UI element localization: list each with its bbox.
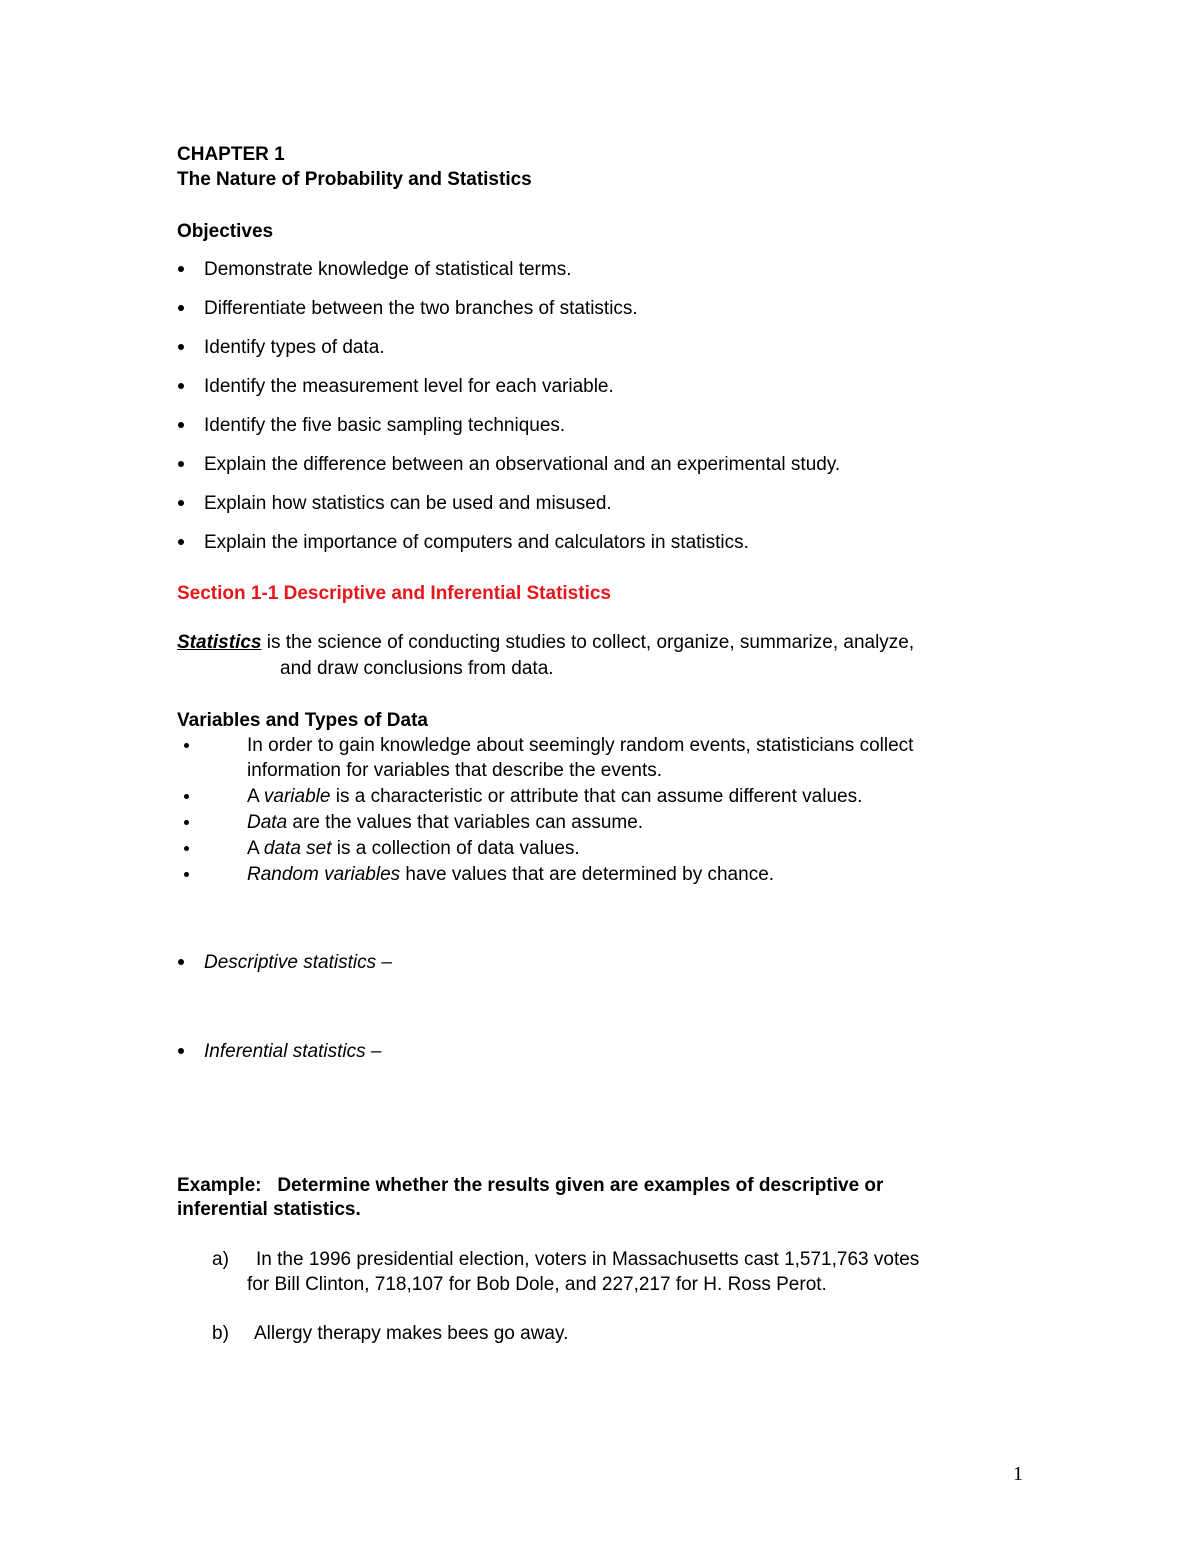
item-text: Allergy therapy makes bees go away. — [254, 1323, 569, 1344]
example-heading: Example: Determine whether the results given are examples of descriptive or — [177, 1175, 884, 1196]
bullet-icon — [178, 500, 184, 506]
text-fragment: are the values that variables can assume. — [287, 812, 644, 833]
term-data-set: data set — [263, 838, 332, 859]
objective-text: Identify the five basic sampling techniques. — [204, 415, 566, 436]
chapter-title: The Nature of Probability and Statistics — [177, 169, 532, 190]
bullet-icon — [178, 539, 184, 545]
item-label: a) — [212, 1249, 229, 1270]
text-fragment: A — [247, 786, 264, 807]
item-text: for Bill Clinton, 718,107 for Bob Dole, and 227,217 for H. Ross Perot. — [247, 1274, 827, 1295]
bullet-icon — [178, 1048, 184, 1054]
descriptive-statistics-label: Descriptive statistics – — [204, 952, 392, 973]
bullet-icon — [178, 266, 184, 272]
variable-text — [247, 785, 862, 809]
objective-text: Identify types of data. — [204, 337, 385, 358]
variable-text: In order to gain knowledge about seemingly random events, statisticians collect — [247, 735, 914, 756]
chapter-label: CHAPTER 1 — [177, 144, 285, 165]
objective-text: Explain the difference between an observational and an experimental study. — [204, 454, 841, 475]
bullet-icon — [178, 344, 184, 350]
objective-text: Identify the measurement level for each variable. — [204, 376, 614, 397]
bullet-icon — [184, 872, 189, 877]
term-variable: variable — [263, 786, 331, 807]
objective-text: Explain the importance of computers and calculators in statistics. — [204, 532, 749, 553]
bullet-icon — [178, 959, 184, 965]
item-text: In the 1996 presidential election, voters in Massachusetts cast 1,571,763 votes — [256, 1249, 920, 1270]
variable-text — [247, 837, 580, 861]
term-data: Data — [247, 812, 288, 833]
definition-text: is the science of conducting studies to collect, organize, summarize, analyze, — [261, 632, 915, 653]
objectives-heading: Objectives — [177, 221, 274, 242]
text-fragment: is a characteristic or attribute that can assume different values. — [330, 786, 863, 807]
variable-text: information for variables that describe the events. — [247, 760, 663, 781]
bullet-icon — [178, 383, 184, 389]
bullet-icon — [184, 846, 189, 851]
variable-text — [247, 863, 774, 887]
bullet-icon — [178, 305, 184, 311]
text-fragment: have values that are determined by chance. — [400, 864, 775, 885]
bullet-icon — [178, 422, 184, 428]
bullet-icon — [184, 820, 189, 825]
objective-text: Demonstrate knowledge of statistical terms. — [204, 259, 572, 280]
definition-continuation: and draw conclusions from data. — [280, 658, 554, 679]
objective-text: Differentiate between the two branches of statistics. — [204, 298, 638, 319]
inferential-statistics-label: Inferential statistics – — [204, 1041, 382, 1062]
bullet-icon — [184, 743, 189, 748]
section-heading: Section 1-1 Descriptive and Inferential Statistics — [177, 583, 611, 604]
text-fragment: is a collection of data values. — [331, 838, 580, 859]
item-label: b) — [212, 1323, 229, 1344]
objective-text: Explain how statistics can be used and misused. — [204, 493, 612, 514]
bullet-icon — [184, 794, 189, 799]
variable-text — [247, 811, 643, 835]
definition-term: Statistics — [177, 632, 262, 653]
page-number: 1 — [1013, 1463, 1023, 1485]
variables-heading: Variables and Types of Data — [177, 710, 428, 731]
text-fragment: A — [247, 838, 264, 859]
example-heading-continuation: inferential statistics. — [177, 1199, 361, 1220]
statistics-definition — [177, 631, 914, 655]
bullet-icon — [178, 461, 184, 467]
term-random-variables: Random variables — [247, 864, 401, 885]
